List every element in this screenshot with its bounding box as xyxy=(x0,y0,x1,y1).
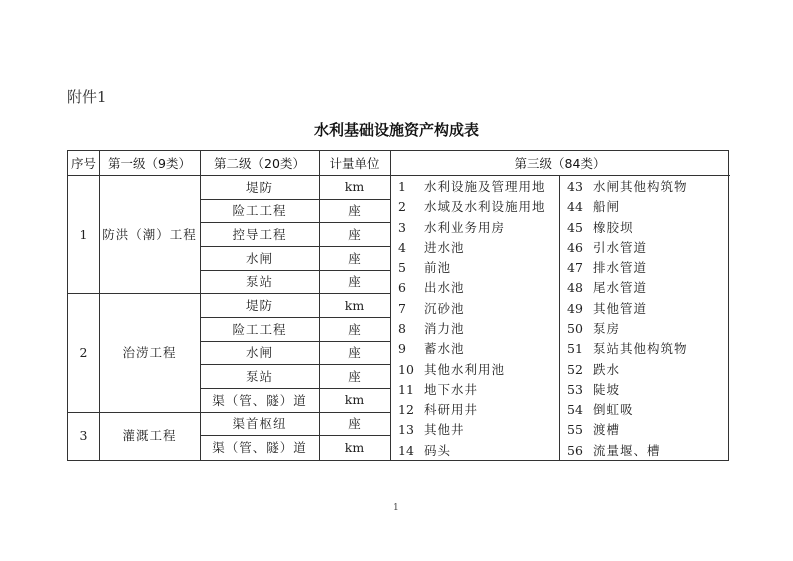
level3-name: 流量堰、槽 xyxy=(593,442,661,458)
group-seq: 1 xyxy=(79,226,88,242)
level2-cell: 险工工程 xyxy=(232,203,287,219)
row-divider xyxy=(200,388,390,389)
level3-name: 泵房 xyxy=(593,321,621,336)
level3-name: 地下水井 xyxy=(424,381,479,397)
level3-item xyxy=(398,420,465,438)
unit-cell: km xyxy=(344,297,365,313)
row-divider xyxy=(200,270,390,271)
level3-name: 科研用井 xyxy=(424,402,479,418)
level3-name: 排水管道 xyxy=(593,260,648,276)
level3-item xyxy=(398,441,451,459)
level2-cell: 水闸 xyxy=(245,345,273,361)
level3-item xyxy=(567,299,647,317)
level3-item xyxy=(567,218,634,236)
level3-item xyxy=(398,177,546,195)
level3-number: 43 xyxy=(567,179,583,194)
level3-number: 3 xyxy=(398,219,406,235)
level3-number: 55 xyxy=(567,422,583,438)
level3-name: 沉砂池 xyxy=(424,300,465,316)
level3-name: 尾水管道 xyxy=(593,280,648,296)
level3-number: 8 xyxy=(398,321,406,336)
level3-number: 49 xyxy=(567,300,583,316)
level3-name: 倒虹吸 xyxy=(593,402,634,418)
column-divider xyxy=(390,151,391,460)
unit-cell: 座 xyxy=(348,203,361,219)
level3-number: 9 xyxy=(398,341,406,357)
row-divider xyxy=(200,341,390,342)
level3-name: 其他管道 xyxy=(593,300,648,316)
level2-cell: 泵站 xyxy=(245,369,273,385)
unit-cell: km xyxy=(344,439,365,455)
level3-name: 泵站其他构筑物 xyxy=(593,341,688,357)
level3-item xyxy=(398,380,478,398)
level3-item xyxy=(398,360,505,378)
level3-number: 14 xyxy=(398,442,414,458)
level3-item xyxy=(567,339,688,357)
level3-item xyxy=(398,400,478,418)
level3-name: 前池 xyxy=(424,260,452,276)
level3-number: 45 xyxy=(567,219,583,235)
level3-name: 蓄水池 xyxy=(424,341,465,357)
level3-name: 水利设施及管理用地 xyxy=(424,179,546,194)
level3-item xyxy=(398,299,465,317)
level2-cell: 水闸 xyxy=(245,250,273,266)
level3-item xyxy=(567,258,647,276)
level2-cell: 渠（管、隧）道 xyxy=(212,392,307,408)
level2-cell: 泵站 xyxy=(245,274,273,290)
level3-number: 7 xyxy=(398,300,406,316)
level3-name: 进水池 xyxy=(424,239,465,255)
level3-name: 消力池 xyxy=(424,321,465,336)
level2-cell: 堤防 xyxy=(245,298,273,314)
header-level3: 第三级（84类） xyxy=(514,156,606,171)
level3-name: 船闸 xyxy=(593,199,621,215)
row-divider xyxy=(200,317,390,318)
level3-item xyxy=(567,278,647,296)
level3-number: 47 xyxy=(567,260,583,276)
level3-item xyxy=(567,420,620,438)
level3-name: 跌水 xyxy=(593,361,621,377)
level3-number: 48 xyxy=(567,280,583,296)
row-divider xyxy=(200,246,390,247)
unit-cell: 座 xyxy=(348,416,361,432)
header-unit: 计量单位 xyxy=(329,156,380,171)
level3-item xyxy=(398,278,465,296)
level3-number: 10 xyxy=(398,361,414,377)
level3-item xyxy=(398,319,465,337)
level3-name: 水域及水利设施用地 xyxy=(424,199,546,215)
level3-name: 其他井 xyxy=(424,422,465,438)
page-title: 水利基础设施资产构成表 xyxy=(313,121,479,139)
level3-item xyxy=(567,319,620,337)
level3-item xyxy=(567,197,620,215)
level3-item xyxy=(567,238,647,256)
attachment-label: 附件1 xyxy=(67,88,107,106)
unit-cell: 座 xyxy=(348,321,361,337)
level3-name: 水闸其他构筑物 xyxy=(593,179,688,194)
level3-number: 1 xyxy=(398,179,406,194)
header-level2: 第二级（20类） xyxy=(214,156,305,171)
level3-number: 54 xyxy=(567,402,583,418)
level3-number: 46 xyxy=(567,239,583,255)
column-divider xyxy=(559,175,560,460)
row-divider xyxy=(200,435,390,436)
level3-name: 水利业务用房 xyxy=(424,219,506,235)
level3-number: 2 xyxy=(398,199,406,215)
level3-number: 50 xyxy=(567,321,583,336)
group-level1: 治涝工程 xyxy=(122,345,177,361)
level3-item xyxy=(398,258,451,276)
level3-name: 码头 xyxy=(424,442,452,458)
level3-item xyxy=(567,177,688,195)
level3-number: 4 xyxy=(398,239,406,255)
level2-cell: 险工工程 xyxy=(232,321,287,337)
page-number: 1 xyxy=(393,503,399,513)
level3-name: 出水池 xyxy=(424,280,465,296)
level3-number: 56 xyxy=(567,442,583,458)
header-seq: 序号 xyxy=(70,156,96,171)
level2-cell: 控导工程 xyxy=(232,227,287,243)
unit-cell: 座 xyxy=(348,227,361,243)
level3-number: 13 xyxy=(398,422,414,438)
level3-item xyxy=(567,380,620,398)
group-seq: 3 xyxy=(79,427,88,443)
unit-cell: 座 xyxy=(348,369,361,385)
unit-cell: km xyxy=(344,392,365,408)
level3-number: 51 xyxy=(567,341,583,357)
level3-number: 44 xyxy=(567,199,583,215)
level3-item xyxy=(567,441,661,459)
level3-name: 陡坡 xyxy=(593,381,621,397)
level2-cell: 堤防 xyxy=(245,179,273,195)
level3-item xyxy=(567,400,634,418)
header-level1: 第一级（9类） xyxy=(108,156,191,171)
level3-item xyxy=(567,360,620,378)
row-divider xyxy=(200,222,390,223)
row-divider xyxy=(200,364,390,365)
level3-number: 53 xyxy=(567,381,583,397)
level2-cell: 渠首枢纽 xyxy=(232,416,287,432)
group-seq: 2 xyxy=(79,344,88,360)
level3-number: 12 xyxy=(398,402,414,418)
level2-cell: 渠（管、隧）道 xyxy=(212,440,307,456)
level3-name: 渡槽 xyxy=(593,422,621,438)
level3-number: 52 xyxy=(567,361,583,377)
level3-item xyxy=(398,218,505,236)
asset-table xyxy=(67,150,729,461)
level3-number: 5 xyxy=(398,260,406,276)
level3-name: 引水管道 xyxy=(593,239,648,255)
unit-cell: km xyxy=(344,179,365,195)
level3-item xyxy=(398,238,465,256)
level3-item xyxy=(398,197,546,215)
unit-cell: 座 xyxy=(348,345,361,361)
unit-cell: 座 xyxy=(348,274,361,290)
level3-item xyxy=(398,339,465,357)
group-level1: 防洪（潮）工程 xyxy=(102,227,197,243)
level3-name: 其他水利用池 xyxy=(424,361,506,377)
group-level1: 灌溉工程 xyxy=(122,428,177,444)
level3-name: 橡胶坝 xyxy=(593,219,634,235)
level3-number: 11 xyxy=(398,381,414,397)
level3-number: 6 xyxy=(398,280,406,296)
unit-cell: 座 xyxy=(348,250,361,266)
row-divider xyxy=(200,199,390,200)
